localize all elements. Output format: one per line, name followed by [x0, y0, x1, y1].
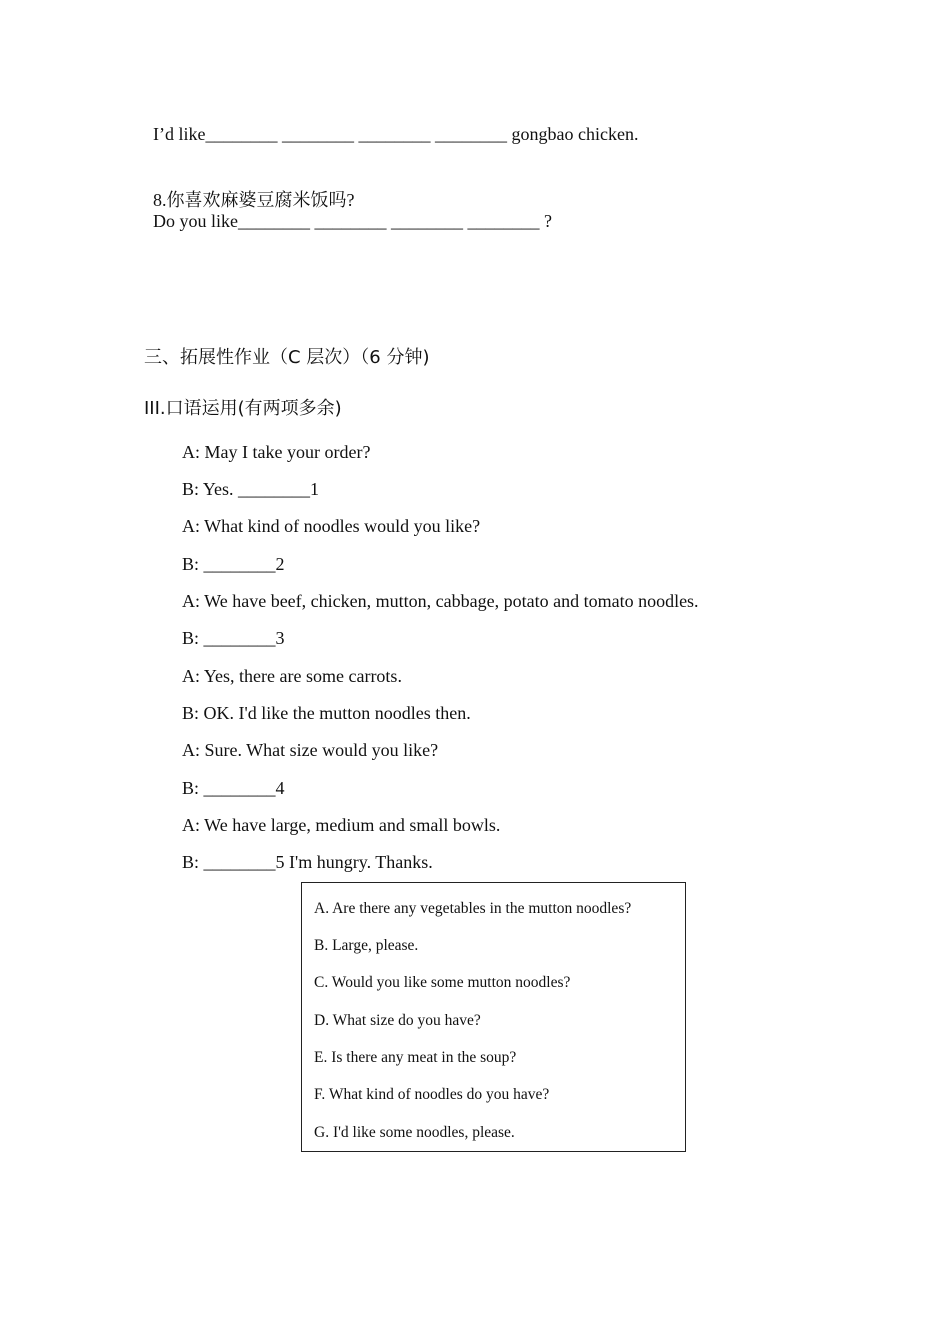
q7-answer-line: I’d like________ ________ ________ ________ gongbao chicken.: [153, 124, 639, 144]
q8-chinese-text: 你喜欢麻婆豆腐米饭吗: [166, 190, 347, 211]
q8-prompt: [144, 167, 355, 212]
section-3-subheading: III.口语运用(有两项多余): [144, 398, 342, 419]
option-g: G. I'd like some noodles, please.: [314, 1124, 515, 1141]
dialogue-line: A: We have large, medium and small bowls.: [182, 815, 501, 835]
option-e: E. Is there any meat in the soup?: [314, 1049, 517, 1066]
dialogue-line: B: ________5 I'm hungry. Thanks.: [182, 852, 433, 872]
option-a: A. Are there any vegetables in the mutton noodles?: [314, 900, 632, 917]
q8-number: 8.: [153, 190, 167, 210]
option-c: C. Would you like some mutton noodles?: [314, 974, 571, 991]
dialogue-line: B: Yes. ________1: [182, 479, 320, 499]
q8-question-mark: ?: [346, 190, 355, 210]
dialogue-line: B: OK. I'd like the mutton noodles then.: [182, 703, 471, 723]
dialogue-line: A: Yes, there are some carrots.: [182, 666, 402, 686]
dialogue-line: A: May I take your order?: [182, 442, 371, 462]
dialogue-line: A: What kind of noodles would you like?: [182, 516, 481, 536]
option-d: D. What size do you have?: [314, 1012, 481, 1029]
dialogue-line: A: We have beef, chicken, mutton, cabbage, potato and tomato noodles.: [182, 591, 699, 611]
options-box: [301, 882, 686, 1152]
dialogue-line: B: ________4: [182, 778, 285, 798]
dialogue-line: B: ________2: [182, 554, 285, 574]
q8-answer-line: Do you like________ ________ ________ ________ ?: [153, 211, 552, 231]
option-f: F. What kind of noodles do you have?: [314, 1086, 550, 1103]
dialogue-line: B: ________3: [182, 628, 285, 648]
dialogue-line: A: Sure. What size would you like?: [182, 740, 439, 760]
option-b: B. Large, please.: [314, 937, 419, 954]
section-3-heading: 三、拓展性作业（C 层次）（6 分钟): [144, 347, 430, 368]
